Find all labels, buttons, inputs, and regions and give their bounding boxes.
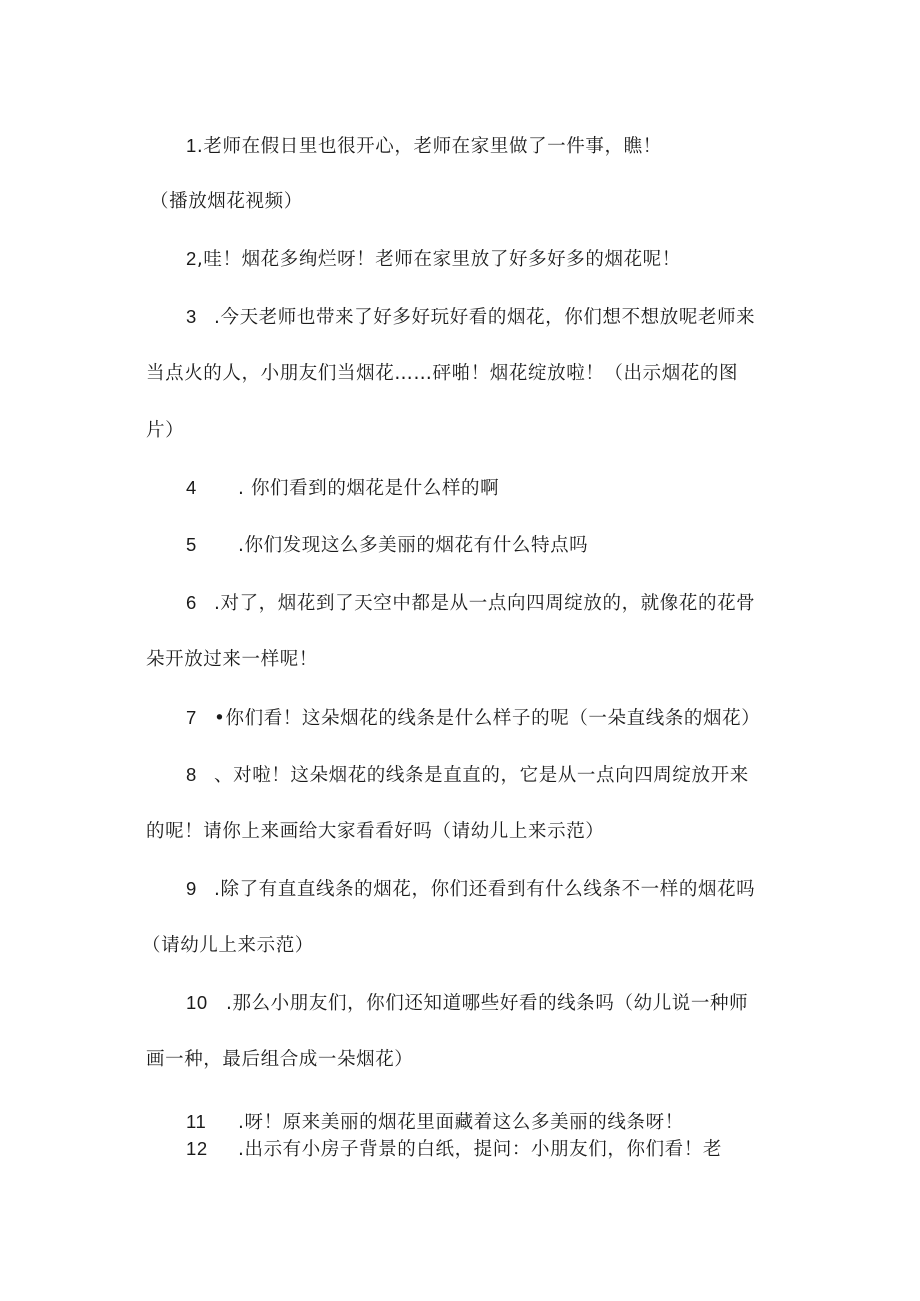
- paragraph-text: .呀！原来美丽的烟花里面藏着这么多美丽的线条呀！: [238, 1112, 684, 1133]
- item-number: 2: [186, 248, 197, 269]
- item-number: 6: [186, 592, 197, 613]
- paragraph-text: 当点火的人，小朋友们当烟花……砰啪！烟花绽放啦！（出示烟花的图: [146, 363, 739, 384]
- paragraph-text: （请幼儿上来示范）: [142, 935, 314, 956]
- paragraph-10-line-1: [186, 990, 748, 1017]
- item-number: 5: [186, 534, 197, 555]
- paragraph-text: 片）: [146, 420, 185, 441]
- paragraph-text: .那么小朋友们，你们还知道哪些好看的线条吗（幼儿说一种师: [226, 993, 749, 1014]
- paragraph-text: .你们发现这么多美丽的烟花有什么特点吗: [238, 535, 589, 556]
- paragraph-2-line-1: [186, 246, 681, 273]
- paragraph-text: ,哇！烟花多绚烂呀！老师在家里放了好多好多的烟花呢！: [196, 249, 681, 270]
- paragraph-6-line-2: [146, 647, 318, 673]
- paragraph-6-line-1: [186, 590, 755, 617]
- paragraph-11-line-1: [186, 1109, 684, 1136]
- paragraph-9-line-2: [142, 933, 314, 959]
- paragraph-text: 的呢！请你上来画给大家看看好吗（请幼儿上来示范）: [146, 821, 605, 842]
- paragraph-note-line-1: [150, 189, 303, 215]
- item-number: 11: [186, 1111, 207, 1132]
- paragraph-3-line-1: [186, 304, 755, 331]
- paragraph-5-line-1: [186, 532, 588, 559]
- item-number: 7: [186, 707, 197, 728]
- paragraph-8-line-2: [146, 819, 604, 845]
- paragraph-4-line-1: [186, 475, 499, 502]
- item-number: 12: [186, 1138, 208, 1159]
- paragraph-text: .出示有小房子背景的白纸，提问：小朋友们，你们看！老: [238, 1139, 722, 1160]
- item-number: 3: [186, 306, 197, 327]
- paragraph-10-line-2: [146, 1047, 413, 1073]
- paragraph-8-line-1: [186, 762, 749, 789]
- paragraph-9-line-1: [186, 876, 755, 903]
- item-number: 4: [186, 477, 197, 498]
- paragraph-text: .除了有直直线条的烟花，你们还看到有什么线条不一样的烟花吗: [214, 879, 756, 900]
- paragraph-3-line-3: [146, 418, 184, 444]
- item-number: 10: [186, 992, 208, 1013]
- paragraph-text: . 你们看到的烟花是什么样的啊: [238, 478, 500, 499]
- paragraph-text: （播放烟花视频）: [150, 191, 303, 212]
- paragraph-text: .老师在假日里也很开心，老师在家里做了一件事，瞧！: [196, 136, 662, 157]
- paragraph-text: .今天老师也带来了好多好玩好看的烟花，你们想不想放呢老师来: [214, 307, 756, 328]
- item-number: 9: [186, 878, 197, 899]
- paragraph-12-line-1: [186, 1136, 722, 1163]
- paragraph-text: .对了，烟花到了天空中都是从一点向四周绽放的，就像花的花骨: [214, 593, 756, 614]
- paragraph-3-line-2: [146, 361, 738, 387]
- item-number: 8: [186, 764, 197, 785]
- paragraph-text: 画一种，最后组合成一朵烟花）: [146, 1049, 414, 1070]
- paragraph-text: 、对啦！这朵烟花的线条是直直的，它是从一点向四周绽放开来: [214, 765, 749, 786]
- paragraph-text: •你们看！这朵烟花的线条是什么样子的呢（一朵直线条的烟花）: [214, 708, 761, 729]
- paragraph-text: 朵开放过来一样呢！: [146, 649, 318, 670]
- item-number: 1: [186, 135, 197, 156]
- paragraph-1-line-1: [186, 133, 662, 160]
- paragraph-7-line-1: [186, 705, 760, 732]
